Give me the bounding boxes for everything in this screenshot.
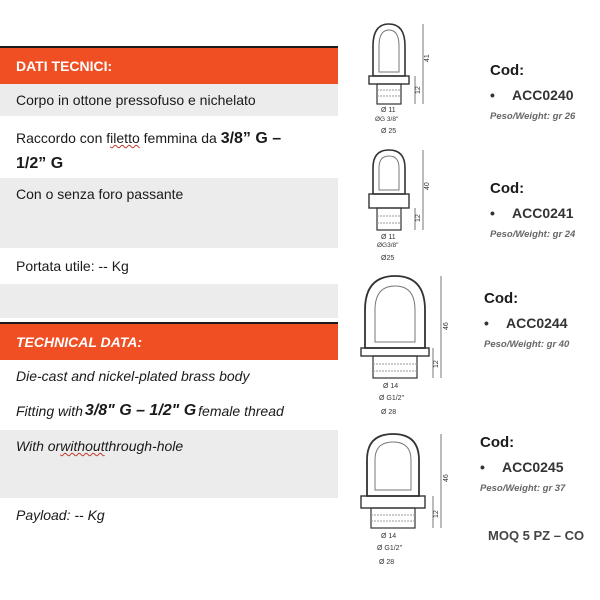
dim-d2: Ø 28	[381, 409, 397, 416]
dim-side: 12	[433, 510, 440, 518]
dim-thread: Ø G1/2"	[379, 395, 405, 402]
product-drawing-acc0241	[355, 146, 455, 264]
product-weight: Peso/Weight: gr 24	[490, 229, 576, 240]
product-drawing-acc0240	[355, 18, 455, 136]
code-block-acc0244	[484, 290, 569, 350]
dim-side: 12	[433, 360, 440, 368]
en-header	[0, 324, 338, 360]
bullet-icon: •	[490, 205, 495, 221]
bullet-icon: •	[484, 315, 489, 331]
product-drawing-acc0244	[355, 272, 465, 422]
code-block-acc0240	[490, 62, 575, 122]
en-line1: Die-cast and nickel-plated brass body	[16, 368, 250, 384]
product-code	[490, 205, 575, 221]
dim-side: 12	[415, 214, 422, 222]
en-line2	[0, 392, 338, 430]
en-line3-c: through-hole	[104, 438, 184, 454]
bullet-icon: •	[480, 459, 485, 475]
en-line2-c: female thread	[198, 403, 284, 419]
code-block-acc0241	[490, 180, 575, 240]
dim-height: 41	[424, 54, 431, 62]
dim-height: 46	[443, 474, 450, 482]
it-line4: Portata utile: -- Kg	[16, 258, 129, 274]
en-line2-b: 3/8" G – 1/2" G	[84, 402, 197, 419]
dim-height: 46	[443, 322, 450, 330]
dim-d1: Ø 14	[381, 533, 397, 540]
en-line3-b: without	[60, 438, 105, 454]
dim-d2: Ø25	[381, 255, 395, 262]
product-code-text: ACC0245	[502, 459, 564, 475]
spacer-band	[0, 284, 338, 318]
product-code	[480, 459, 565, 475]
dim-d2: Ø 25	[381, 128, 397, 135]
en-line2-a: Fitting with	[16, 403, 83, 419]
it-line2-e: 1/2” G	[16, 155, 64, 172]
product-code	[490, 87, 575, 103]
bullet-icon: •	[490, 87, 495, 103]
cod-label: Cod:	[490, 62, 525, 79]
en-line3	[0, 430, 338, 462]
product-weight: Peso/Weight: gr 37	[480, 483, 566, 494]
it-line2	[0, 116, 338, 178]
dim-thread: ØG3/8"	[377, 242, 399, 249]
dim-d1: Ø 11	[381, 234, 396, 241]
moq-note: MOQ 5 PZ – CO	[488, 528, 585, 543]
it-line2-a: Raccordo con f	[16, 130, 111, 146]
dim-thread: ØG 3/8"	[375, 116, 399, 123]
dim-d1: Ø 11	[381, 107, 396, 114]
product-weight: Peso/Weight: gr 26	[490, 111, 576, 122]
it-line2-b: iletto	[110, 130, 140, 146]
product-drawing-acc0245	[355, 430, 465, 570]
it-spacer	[0, 210, 338, 248]
product-weight: Peso/Weight: gr 40	[484, 339, 570, 350]
dim-d1: Ø 14	[383, 383, 399, 390]
dim-side: 12	[415, 86, 422, 94]
it-header	[0, 48, 338, 84]
dim-height: 40	[424, 182, 431, 190]
product-code-text: ACC0241	[512, 205, 574, 221]
cod-label: Cod:	[484, 290, 519, 307]
it-header-text: DATI TECNICI:	[16, 58, 113, 74]
code-block-acc0245	[480, 434, 565, 494]
dim-d2: Ø 28	[379, 559, 395, 566]
it-line1: Corpo in ottone pressofuso e nichelato	[0, 84, 338, 116]
product-code-text: ACC0240	[512, 87, 574, 103]
it-line2-d: 3/8” G –	[220, 130, 282, 147]
en-spacer	[0, 462, 338, 498]
it-line3: Con o senza foro passante	[0, 178, 338, 210]
cod-label: Cod:	[490, 180, 525, 197]
en-line4: Payload: -- Kg	[16, 507, 105, 523]
en-line3-a: With or	[16, 438, 61, 454]
it-line2-c: femmina da	[139, 130, 221, 146]
product-code-text: ACC0244	[506, 315, 568, 331]
dim-thread: Ø G1/2"	[377, 545, 403, 552]
cod-label: Cod:	[480, 434, 515, 451]
product-code	[484, 315, 569, 331]
en-header-text: TECHNICAL DATA:	[16, 334, 142, 350]
